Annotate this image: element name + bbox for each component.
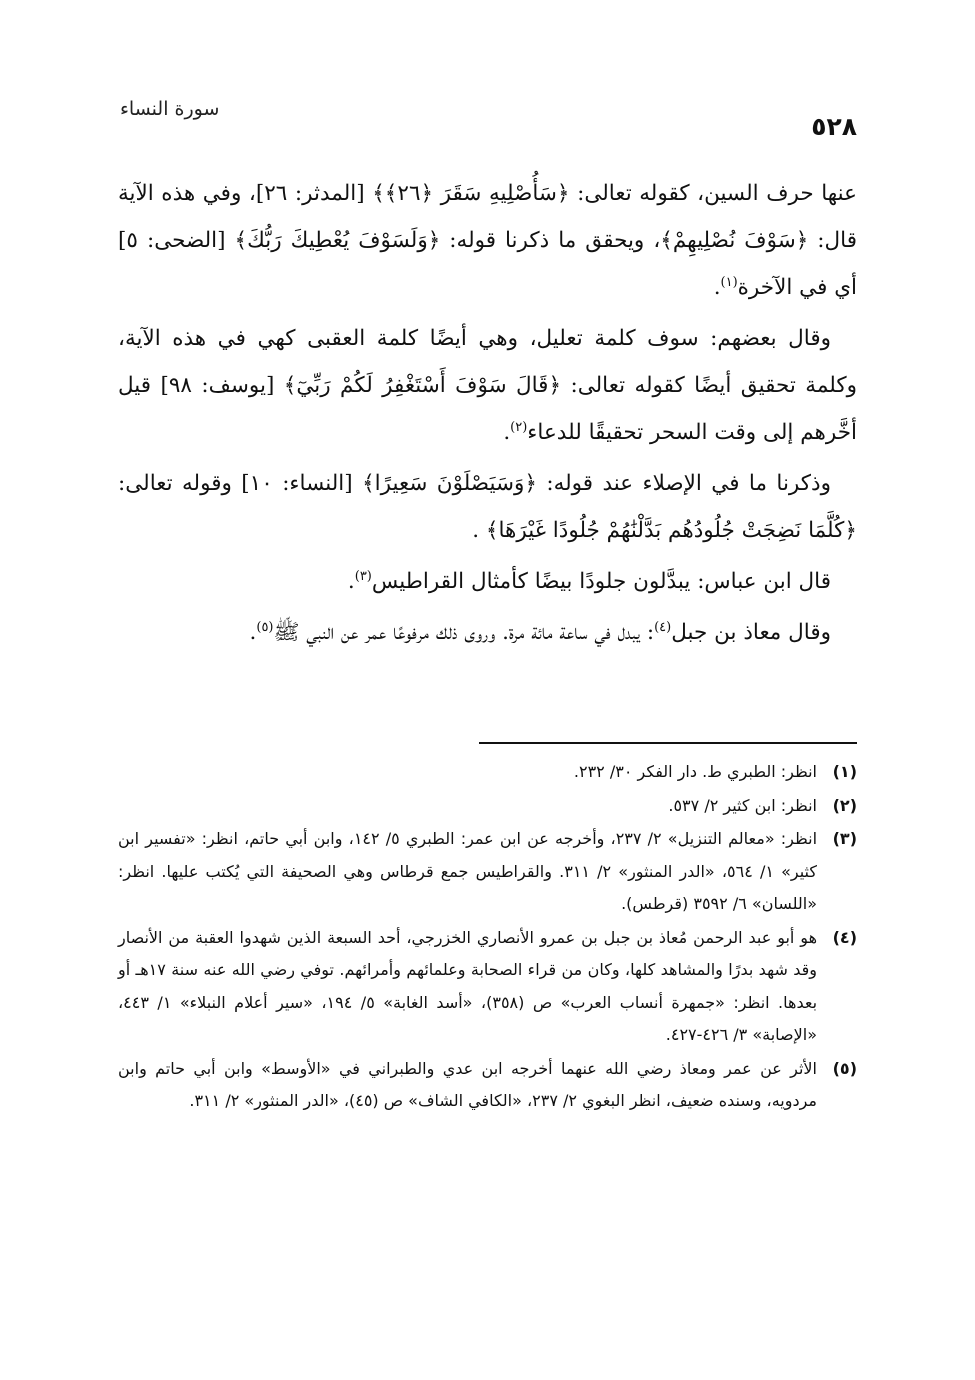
- footnote-text: هو أبو عبد الرحمن مُعاذ بن جبل بن عمرو الأنصاري الخزرجي، أحد السبعة الذين شهدوا العقبة من الأنصار وقد شهد بدرًا والمشاهد كلها، وكان من قراء الصحابة وعلمائهم وأمرائهم. توفي رضي الله عنه سنة ١٧هـ أو بعدها. انظر: «جمهرة أنساب العرب» ص (٣٥٨)، «أسد الغابة» ٥/ ١٩٤، «سير أعلام النبلاء» ١/ ٤٤٣، «الإصابة» ٣/ ٤٢٦-٤٢٧.: [118, 927, 818, 1044]
- footnote-separator: [479, 742, 857, 744]
- footnote-text: انظر: ابن كثير ٢/ ٥٣٧.: [668, 795, 817, 815]
- footnote-number: (٣): [832, 829, 857, 848]
- footnote-ref[interactable]: (٢): [510, 419, 528, 435]
- paragraph-text: وذكرنا ما في الإصلاء عند قوله: ﴿وَسَيَصْلَوْنَ سَعِيرًا﴾ [النساء: ١٠] وقوله تعالى: ﴿كُلَّمَا نَضِجَتْ جُلُودُهُم بَدَّلْنَٰهُمْ جُلُودًا غَيْرَهَا﴾ .: [118, 471, 857, 543]
- footnote-5: [118, 1053, 857, 1118]
- footnotes: [118, 756, 857, 1119]
- footnote-number: (٤): [832, 927, 857, 947]
- paragraph-5: [118, 609, 857, 656]
- paragraph-tail: : يبدل في ساعة مائة مرة. وروى ذلك مرفوعًا عمر عن النبي ﷺ: [273, 620, 655, 645]
- footnote-1: [118, 756, 857, 789]
- paragraph-4: [118, 558, 857, 605]
- footnote-ref[interactable]: (٣): [354, 568, 372, 584]
- paragraph-tail: .: [249, 620, 257, 645]
- paragraph-3: [118, 460, 857, 554]
- paragraph-tail: .: [503, 420, 511, 445]
- page-header: [120, 98, 857, 148]
- footnote-ref[interactable]: (٥): [256, 619, 274, 635]
- paragraph-text: قال ابن عباس: يبدَّلون جلودًا بيضًا كأمثال القراطيس: [371, 569, 831, 594]
- paragraph-text: وقال بعضهم: سوف كلمة تعليل، وهي أيضًا كلمة العقبى كهي في هذه الآية، وكلمة تحقيق أيضًا كقوله تعالى: ﴿قَالَ سَوْفَ أَسْتَغْفِرُ لَكُمْ رَبِّيٓ﴾ [يوسف: ٩٨] قيل أخَّرهم إلى وقت السحر تحقيقًا للدعاء: [118, 326, 857, 445]
- paragraph-tail: .: [713, 275, 721, 300]
- footnote-4: [118, 922, 857, 1052]
- paragraph-2: [118, 315, 857, 456]
- paragraph-1: [118, 170, 857, 311]
- footnote-2: [118, 790, 857, 823]
- running-title: سورة النساء: [120, 98, 220, 120]
- footnote-3: [118, 823, 857, 921]
- page-number: ٥٢٨: [811, 112, 857, 141]
- footnote-number: (٥): [832, 1058, 857, 1078]
- footnote-number: (٢): [832, 795, 857, 815]
- paragraph-tail: .: [347, 569, 355, 594]
- footnote-ref[interactable]: (٤): [654, 619, 672, 635]
- footnote-number: (١): [832, 762, 857, 781]
- footnote-text: انظر: «معالم التنزيل» ٢/ ٢٣٧، وأخرجه عن ابن عمر: الطبري ٥/ ١٤٢، وابن أبي حاتم، انظر: «تفسير ابن كثير» ١/ ٥٦٤، «الدر المنثور» ٢/ ٣١١. والقراطيس جمع قرطاس وهي الصحيفة التي يُكتب عليها. انظر: «اللسان» ٦/ ٣٥٩٢ (قرطس).: [118, 829, 818, 913]
- footnote-ref[interactable]: (١): [720, 274, 738, 290]
- footnote-text: الأثر عن عمر ومعاذ رضي الله عنهما أخرجه ابن عدي والطبراني في «الأوسط» وابن أبي حاتم وابن مردويه، وسنده ضعيف، انظر البغوي ٢/ ٢٣٧، «الكافي الشاف» ص (٤٥)، «الدر المنثور» ٢/ ٣١١.: [118, 1058, 817, 1110]
- paragraph-text: وقال معاذ بن جبل: [671, 620, 831, 645]
- main-text: [118, 170, 857, 660]
- paragraph-text: عنها حرف السين، كقوله تعالى: ﴿سَأُصْلِيهِ سَقَرَ ﴿٢٦﴾﴾ [المدثر: ٢٦]، وفي هذه الآية قال: ﴿سَوْفَ نُصْلِيهِمْ﴾، ويحقق ما ذكرنا قوله: ﴿وَلَسَوْفَ يُعْطِيكَ رَبُّكَ﴾ [الضحى: ٥] أي في الآخرة: [118, 181, 857, 300]
- footnote-text: انظر: الطبري ط. دار الفكر ٣٠/ ٢٣٢.: [573, 762, 817, 781]
